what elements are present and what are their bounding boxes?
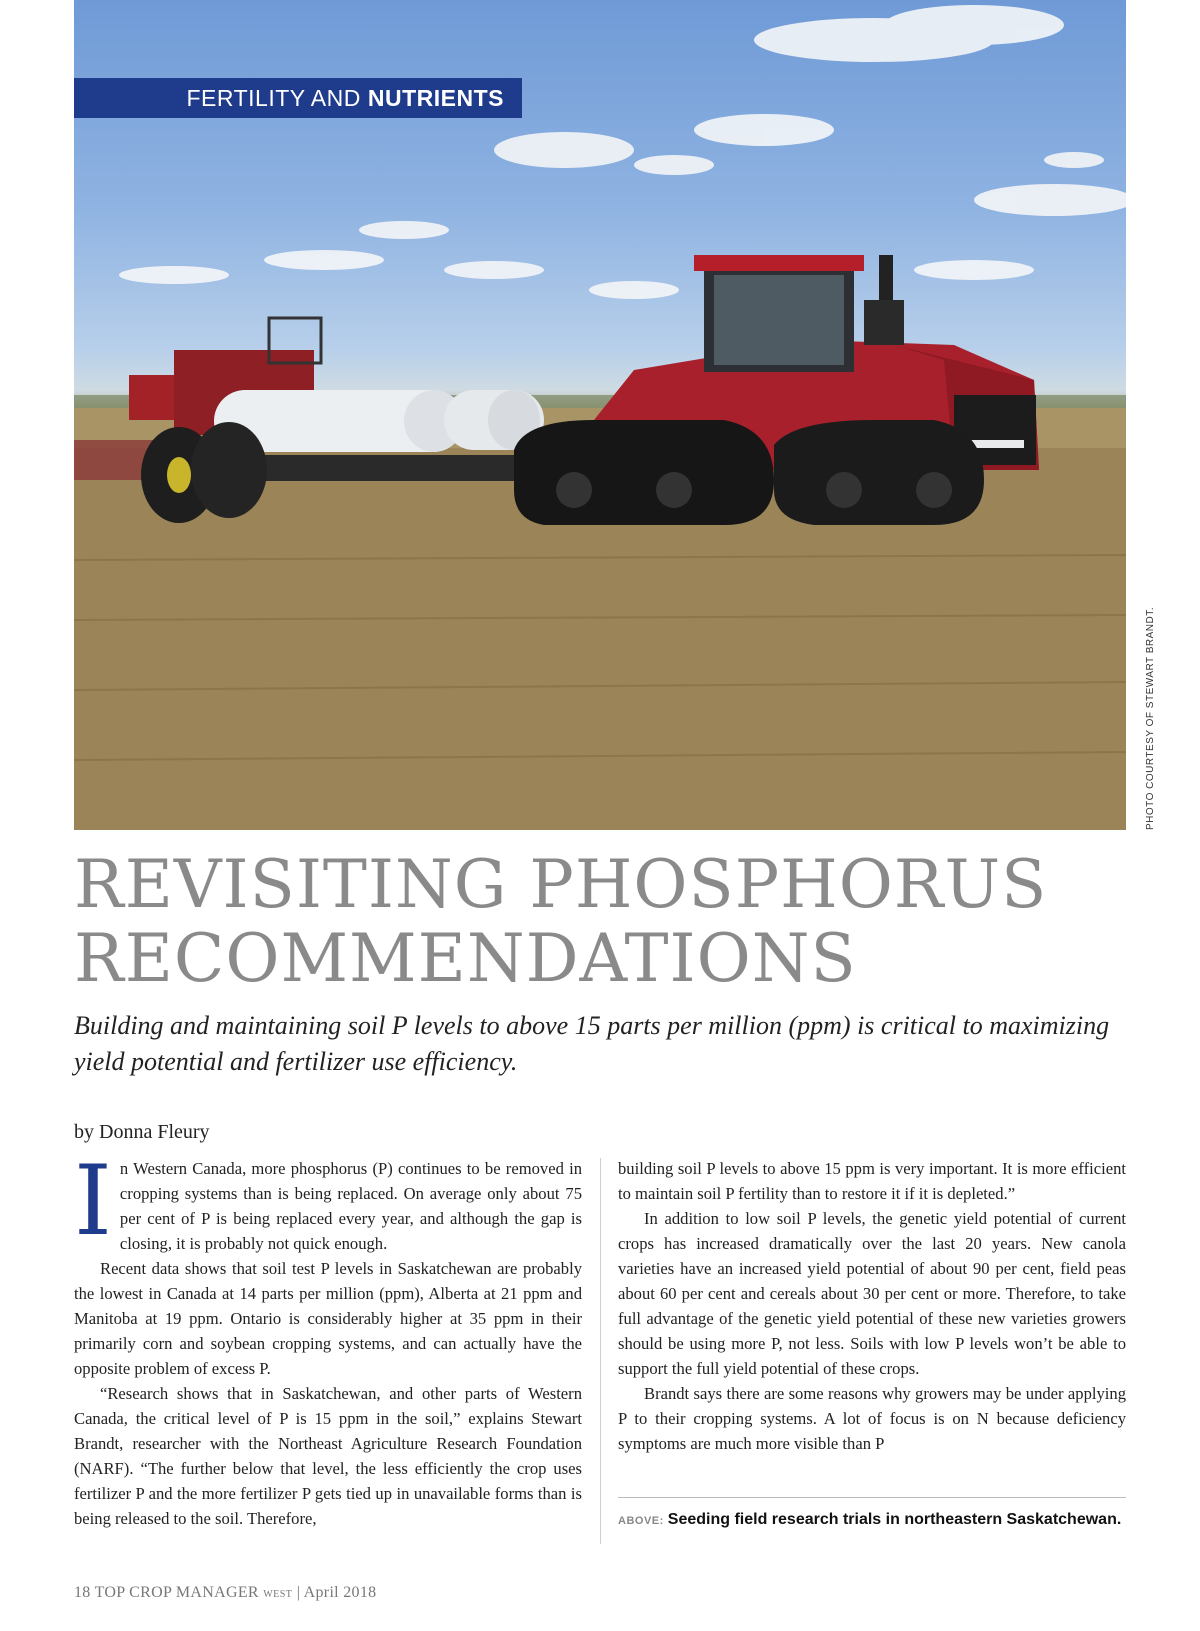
paragraph: building soil P levels to above 15 ppm is very important. It is more efficient to maintain soil P fertility than to restore it if it is depleted.” <box>618 1159 1126 1203</box>
paragraph-text: n Western Canada, more phosphorus (P) continues to be removed in cropping systems than is being replaced. On average only about 75 per cent of P is being replaced every year, and although the gap is closing, it is probably not quick enough. <box>119 1159 582 1253</box>
photo-credit: PHOTO COURTESY OF STEWART BRANDT. <box>1145 606 1156 830</box>
paragraph: Brandt says there are some reasons why growers may be under applying P to their cropping systems. A lot of focus is on N because deficiency symptoms are much more visible than P <box>618 1384 1126 1453</box>
article-title <box>74 848 1134 996</box>
paragraph: Recent data shows that soil test P levels in Saskatchewan are probably the lowest in Canada at 14 parts per million (ppm), Alberta at 21 ppm and Manitoba at 19 ppm. Ontario is considerably higher at 35 ppm in their primarily corn and soybean cropping systems, and can actually have the opposite problem of excess P. <box>74 1259 582 1378</box>
section-tag <box>74 78 522 118</box>
paragraph: “Research shows that in Saskatchewan, and other parts of Western Canada, the critical level of P is 15 ppm in the soil,” explains Stewart Brandt, researcher with the Northeast Agriculture Research Foundation (NARF). “The further below that level, the less efficiently the crop uses fertilizer P and the more fertilizer P gets tied up in unavailable forms than is being released to the soil. Therefore, <box>74 1384 582 1528</box>
paragraph <box>74 1145 582 1257</box>
footer-separator: | <box>296 1584 301 1601</box>
magazine-edition: WEST <box>263 1589 293 1600</box>
title-line-2: RECOMMENDATIONS <box>74 920 857 997</box>
paragraph: In addition to low soil P levels, the genetic yield potential of current crops has increased dramatically over the last 20 years. New canola varieties have an increased yield potential of about 90 per cent, field peas about 60 per cent and cereals about 30 per cent or more. Therefore, to take full advantage of the genetic yield potential of these new varieties growers should be using more P, not less. Soils with low P levels won’t be able to support the full yield potential of these crops. <box>618 1209 1126 1378</box>
byline: by Donna Fleury <box>74 1121 210 1143</box>
column-divider <box>600 1158 601 1544</box>
caption-text: Seeding field research trials in northeastern Saskatchewan. <box>667 1511 1122 1528</box>
drop-cap: I <box>74 1145 112 1257</box>
hero-photo <box>74 0 1126 830</box>
section-label-light: FERTILITY AND <box>186 85 361 111</box>
issue-date: April 2018 <box>303 1584 377 1601</box>
caption-label: ABOVE: <box>618 1515 664 1527</box>
tractor-field-illustration <box>74 0 1126 830</box>
photo-caption <box>618 1509 1126 1532</box>
page-number: 18 <box>74 1584 91 1601</box>
magazine-name: TOP CROP MANAGER <box>94 1584 259 1601</box>
right-column <box>618 1156 1126 1456</box>
caption-divider <box>618 1497 1126 1498</box>
left-column <box>74 1145 582 1531</box>
section-label-bold: NUTRIENTS <box>367 85 504 111</box>
title-line-1: REVISITING PHOSPHORUS <box>74 846 1048 923</box>
page-footer <box>74 1584 376 1602</box>
article-deck: Building and maintaining soil P levels to above 15 parts per million (ppm) is critical to maximizing yield potential and fertilizer use efficiency. <box>74 1011 1110 1076</box>
